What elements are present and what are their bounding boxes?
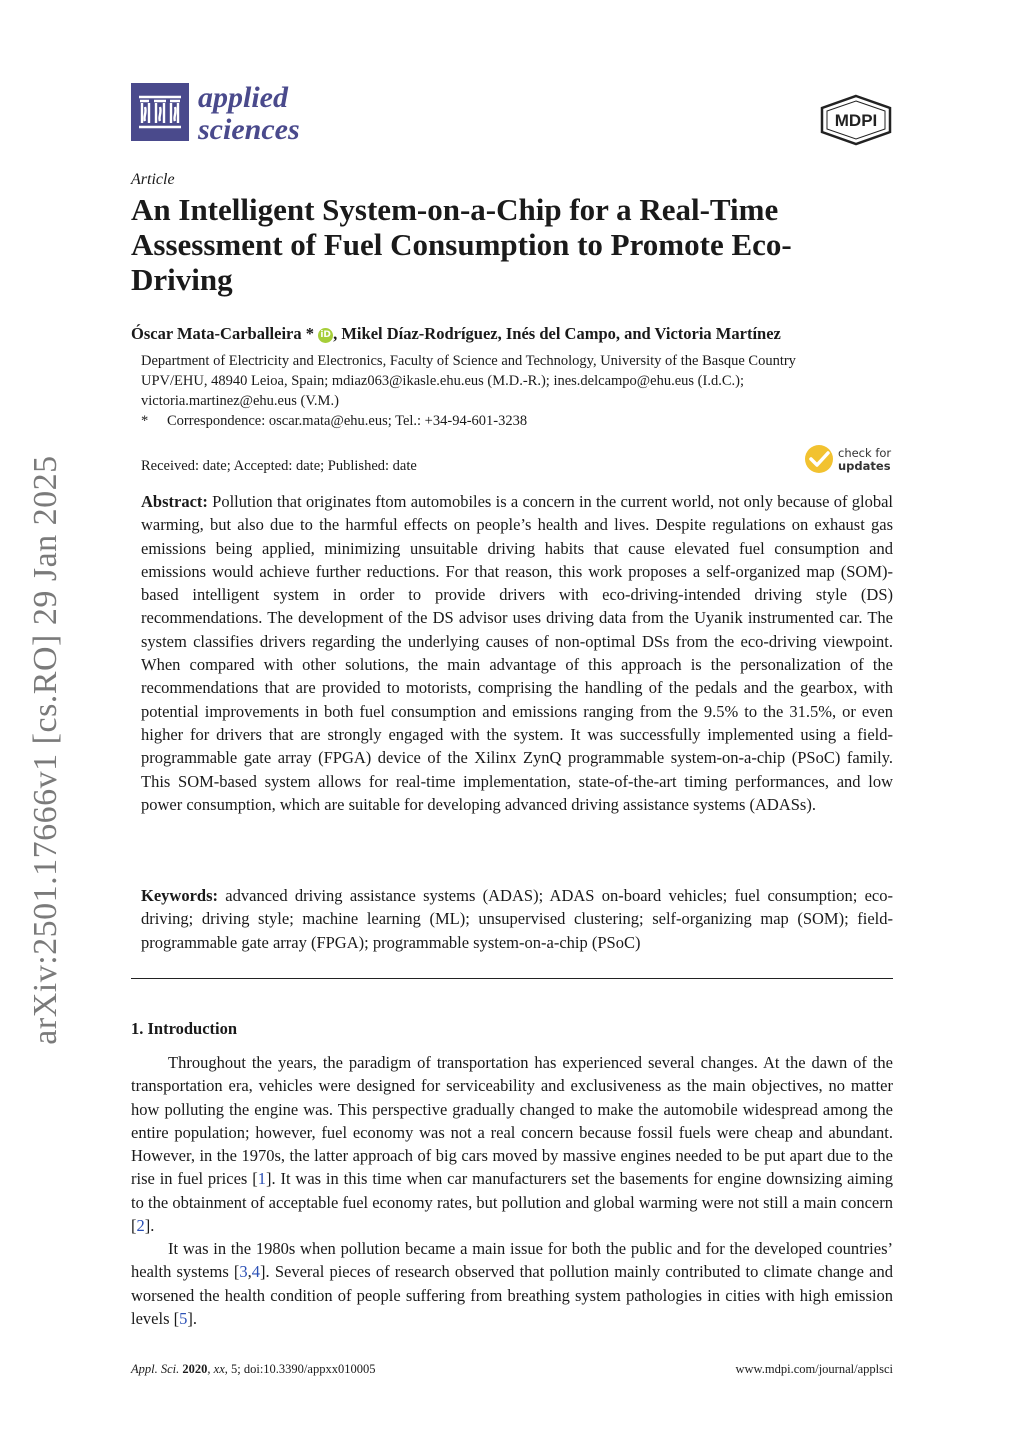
journal-name-line1: applied bbox=[198, 81, 288, 114]
footer-citation: Appl. Sci. 2020, xx, 5; doi:10.3390/appxx010005 bbox=[131, 1362, 376, 1376]
keywords bbox=[141, 884, 893, 954]
mdpi-logo-icon bbox=[818, 94, 894, 146]
correspondence bbox=[141, 413, 527, 430]
paragraph-text: ]. bbox=[144, 1216, 155, 1236]
affiliation-line: Department of Electricity and Electronics, Faculty of Science and Technology, University of the Basque Country bbox=[141, 353, 796, 369]
citation-link[interactable]: 2 bbox=[136, 1216, 145, 1236]
journal-name-line2: sciences bbox=[198, 113, 300, 146]
citation-link[interactable]: 5 bbox=[179, 1308, 188, 1328]
correspondence-star: * bbox=[141, 413, 149, 429]
article-type: Article bbox=[131, 171, 175, 188]
abstract-text: Pollution that originates ftom automobiles is a concern in the current world, not only because of global warming, but also due to the harmful effects on people’s health and lives. Despite regulations on exhaust gas emissions being applied, minimizing unsuitable driving habits that cause elevated fuel consumption and emissions would achieve further reductions. For that reason, this work proposes a self-organized map (SOM)-based intelligent system in order to provide drivers with eco-driving-intended driving style (DS) recommendations. The development of the DS advisor uses driving data from the Uyanik instrumented car. The system classifies drivers regarding the underlying causes of non-optimal DSs from the eco-driving viewpoint. When compared with other solutions, the main advantage of this approach is the personalization of the recommendations that are provided to motorists, comprising the handling of the pedals and the gearbox, with potential improvements in both fuel consumption and emissions ranging from the 9.5% to the 31.5%, or even higher for drivers that are strongly engaged with the system. It was successfully implemented using a field-programmable gate array (FPGA) device of the Xilinx ZynQ programmable system-on-a-chip (PSoC) family. This SOM-based system allows for real-time implementation, state-of-the-art timing performances, and low power consumption, which are suitable for developing advanced driving assistance systems (ADASs). bbox=[141, 492, 893, 814]
publication-dates: Received: date; Accepted: date; Published: date bbox=[141, 458, 417, 474]
affiliation-line: UPV/EHU, 48940 Leioa, Spain; mdiaz063@ikasle.ehu.eus (M.D.-R.); ines.delcampo@ehu.eus (I.d.C.); bbox=[141, 373, 744, 389]
publisher-name: MDPI bbox=[834, 111, 878, 130]
publisher-logo bbox=[818, 94, 894, 151]
keywords-label: Keywords: bbox=[141, 886, 218, 905]
citation-link[interactable]: 4 bbox=[251, 1262, 261, 1282]
footer-journal: Appl. Sci. bbox=[131, 1362, 180, 1376]
journal-name bbox=[198, 82, 300, 146]
keywords-text: advanced driving assistance systems (ADAS); ADAS on-board vehicles; fuel consumption; eco-driving; driving style; machine learning (ML); unsupervised clustering; self-organizing map (SOM); field-programmable gate array (FPGA); programmable system-on-a-chip (PSoC) bbox=[141, 886, 893, 952]
section-heading: 1. Introduction bbox=[131, 1019, 238, 1038]
citation-separator: , bbox=[247, 1262, 252, 1282]
paragraph-text: ]. Several pieces of research observed that pollution mainly contributed to climate change and worsened the health condition of people suffering from breathing system pathologies in cities with high emission levels [ bbox=[131, 1262, 893, 1328]
footer-doi: , 5; doi:10.3390/appxx010005 bbox=[224, 1362, 376, 1376]
abstract-label: Abstract: bbox=[141, 492, 208, 511]
journal-logo-icon bbox=[131, 83, 189, 141]
citation-link[interactable]: 3 bbox=[239, 1262, 248, 1282]
footer-year: 2020 bbox=[182, 1362, 208, 1376]
correspondence-text: Correspondence: oscar.mata@ehu.eus; Tel.: +34-94-601-3238 bbox=[167, 413, 528, 429]
paragraph-text: It was in the 1980s when pollution became a main issue for both the public and for the developed countries’ health systems [ bbox=[131, 1239, 893, 1282]
author-list bbox=[131, 324, 781, 344]
check-for-updates-line1: check for bbox=[838, 446, 892, 460]
paragraph-text: ]. bbox=[187, 1308, 197, 1328]
footer-volume: xx bbox=[213, 1362, 225, 1376]
paper-title: An Intelligent System-on-a-Chip for a Real-Time Assessment of Fuel Consumption to Promote Eco-Driving bbox=[131, 192, 792, 297]
citation-link[interactable]: 1 bbox=[257, 1169, 266, 1189]
first-author: Óscar Mata-Carballeira * bbox=[131, 324, 314, 343]
section-divider bbox=[131, 978, 893, 979]
affiliation-line: victoria.martinez@ehu.eus (V.M.) bbox=[141, 393, 339, 409]
intro-paragraph-1 bbox=[131, 1051, 893, 1237]
other-authors: , Mikel Díaz-Rodríguez, Inés del Campo, and Victoria Martínez bbox=[333, 324, 781, 343]
journal-logo bbox=[131, 83, 189, 141]
abstract bbox=[141, 490, 893, 816]
paragraph-text: Throughout the years, the paradigm of transportation has experienced several changes. At the dawn of the transportation era, vehicles were designed for serviceability and exclusiveness as the main objectives, no matter how polluting the engine was. This perspective gradually changed to make the automobile widespread among the entire population; however, fuel economy was not a real concern because fossil fuels were cheap and abundant. However, in the 1970s, the latter approach of big cars moved by massive engines needed to be put apart due to the rise in fuel prices [ bbox=[131, 1053, 893, 1189]
footer-url[interactable]: www.mdpi.com/journal/applsci bbox=[735, 1362, 893, 1376]
arxiv-stamp-strip bbox=[0, 0, 92, 1448]
check-for-updates-line2: updates bbox=[838, 459, 891, 473]
intro-paragraph-2 bbox=[131, 1237, 893, 1330]
arxiv-stamp: arXiv:2501.17666v1 [cs.RO] 29 Jan 2025 bbox=[27, 455, 64, 1045]
check-for-updates-badge[interactable] bbox=[803, 442, 895, 481]
orcid-icon[interactable]: iD bbox=[318, 328, 333, 343]
affiliation bbox=[141, 351, 893, 411]
check-for-updates-icon bbox=[805, 445, 833, 473]
paragraph-text: ]. It was in this time when car manufacturers set the basements for engine downsizing aiming to the obtainment of acceptable fuel economy rates, but pollution and global warming were not still a main concern [ bbox=[131, 1169, 894, 1236]
